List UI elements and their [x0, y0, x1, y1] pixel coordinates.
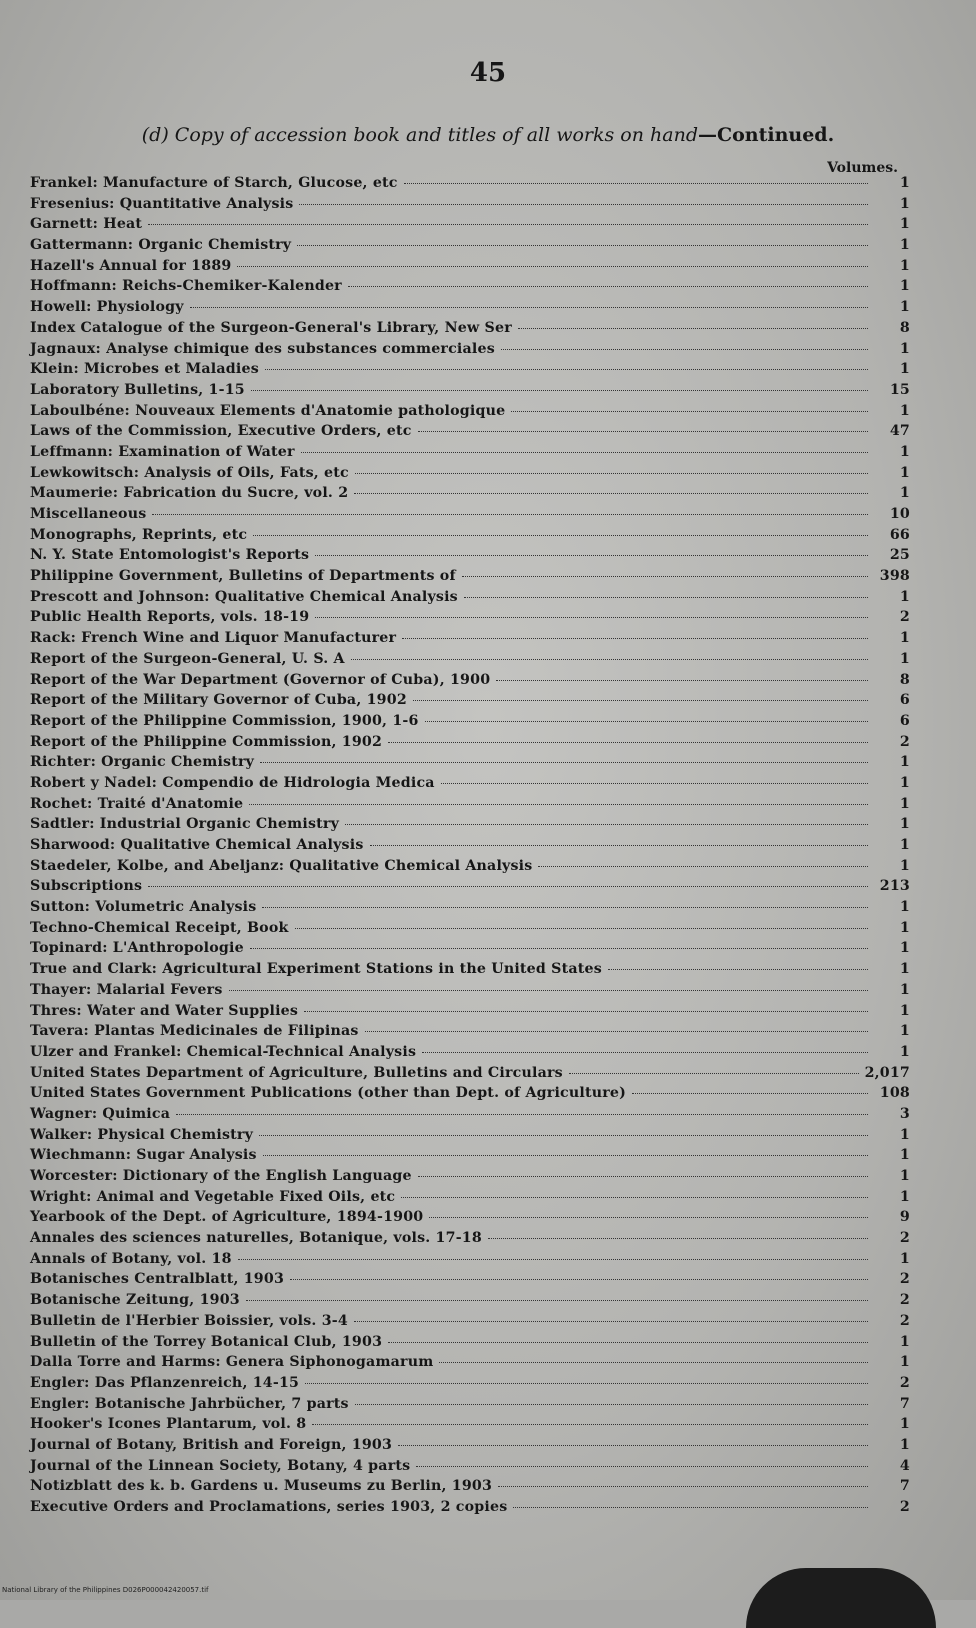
entry-volumes: 8	[899, 319, 910, 336]
list-item	[30, 1003, 910, 1024]
dot-leader	[496, 680, 868, 681]
entry-volumes: 66	[889, 526, 910, 543]
dot-leader	[354, 493, 868, 494]
dot-leader	[439, 1362, 868, 1363]
entry-title: Walker: Physical Chemistry	[30, 1126, 254, 1143]
entry-title: Frankel: Manufacture of Starch, Glucose, etc	[30, 175, 398, 191]
entry-title: Prescott and Johnson: Qualitative Chemical Analysis	[30, 588, 458, 605]
list-item	[30, 1085, 910, 1106]
entry-title: Thayer: Malarial Fevers	[30, 981, 223, 998]
entry-title: Journal of the Linnean Society, Botany, 4 parts	[30, 1457, 411, 1474]
entry-title: Jagnaux: Analyse chimique des substances commerciales	[30, 340, 495, 357]
entry-volumes: 6	[899, 712, 910, 729]
entry-volumes: 1	[899, 1436, 910, 1453]
list-item	[30, 485, 910, 506]
dot-leader	[488, 1238, 868, 1239]
entry-volumes: 2,017	[864, 1064, 910, 1081]
list-item	[30, 982, 910, 1003]
list-item	[30, 1375, 910, 1396]
entry-title: United States Department of Agriculture, Bulletins and Circulars	[30, 1064, 563, 1081]
dot-leader	[148, 886, 868, 887]
entry-volumes: 1	[899, 175, 910, 191]
dot-leader	[260, 762, 868, 763]
entry-volumes: 2	[899, 1374, 910, 1391]
list-item	[30, 1478, 910, 1499]
entry-volumes: 2	[899, 609, 910, 626]
dot-leader	[355, 473, 868, 474]
entry-volumes: 4	[899, 1457, 910, 1474]
dot-leader	[297, 245, 868, 246]
list-item	[30, 444, 910, 465]
entry-volumes: 9	[899, 1209, 910, 1226]
list-item	[30, 258, 910, 279]
entry-title: Sutton: Volumetric Analysis	[30, 899, 257, 916]
list-item	[30, 713, 910, 734]
dot-leader	[498, 1486, 868, 1487]
entry-title: Howell: Physiology	[30, 299, 184, 316]
entry-title: Report of the Philippine Commission, 1900, 1-6	[30, 712, 419, 729]
entry-volumes: 1	[899, 630, 910, 647]
entry-title: Robert y Nadel: Compendio de Hidrologia Medica	[30, 774, 435, 791]
entry-volumes: 2	[899, 1271, 910, 1288]
list-item	[30, 858, 910, 879]
list-item	[30, 1168, 910, 1189]
dot-leader	[429, 1217, 868, 1218]
entry-volumes: 1	[899, 1147, 910, 1164]
dot-leader	[237, 266, 868, 267]
entry-title: Ulzer and Frankel: Chemical-Technical Analysis	[30, 1043, 417, 1060]
dot-leader	[315, 617, 868, 618]
entry-title: Executive Orders and Proclamations, series 1903, 2 copies	[30, 1499, 508, 1515]
entry-volumes: 10	[889, 506, 910, 522]
list-item	[30, 465, 910, 486]
entry-volumes: 2	[899, 1312, 910, 1329]
entry-volumes: 1	[899, 1250, 910, 1267]
entry-volumes: 1	[899, 1043, 910, 1060]
entry-title: Maumerie: Fabrication du Sucre, vol. 2	[30, 485, 349, 502]
list-item	[30, 1416, 910, 1437]
entry-volumes: 1	[899, 1333, 910, 1350]
entry-volumes: 2	[899, 1292, 910, 1309]
dot-leader	[354, 1321, 868, 1322]
entry-title: Yearbook of the Dept. of Agriculture, 1894-1900	[30, 1209, 424, 1226]
list-item	[30, 837, 910, 858]
dot-leader	[402, 638, 868, 639]
scan-shadow	[746, 1568, 936, 1628]
entry-volumes: 1	[899, 774, 910, 791]
dot-leader	[253, 535, 868, 536]
dot-leader	[290, 1279, 868, 1280]
entry-title: Dalla Torre and Harms: Genera Siphonogamarum	[30, 1354, 434, 1371]
entry-volumes: 1	[899, 299, 910, 316]
entry-volumes: 1	[899, 1023, 910, 1040]
list-item	[30, 651, 910, 672]
entry-title: Laboratory Bulletins, 1-15	[30, 381, 245, 398]
entry-volumes: 1	[899, 1126, 910, 1143]
entry-title: Lewkowitsch: Analysis of Oils, Fats, etc	[30, 464, 349, 481]
list-item	[30, 1065, 910, 1086]
entry-title: Leffmann: Examination of Water	[30, 443, 295, 460]
list-item	[30, 1127, 910, 1148]
entry-volumes: 1	[899, 1002, 910, 1019]
dot-leader	[518, 328, 868, 329]
section-heading	[0, 124, 976, 146]
entry-title: Wright: Animal and Vegetable Fixed Oils, etc	[30, 1188, 396, 1205]
entry-title: Sharwood: Qualitative Chemical Analysis	[30, 837, 364, 853]
dot-leader	[351, 659, 868, 660]
entry-title: Monographs, Reprints, etc	[30, 526, 248, 543]
entry-title: Annales des sciences naturelles, Botanique, vols. 17-18	[30, 1230, 482, 1247]
dot-leader	[370, 845, 868, 846]
dot-leader	[425, 721, 868, 722]
volumes-column-header: Volumes.	[827, 160, 898, 176]
dot-leader	[190, 307, 868, 308]
list-item	[30, 1209, 910, 1230]
entry-volumes: 25	[889, 547, 910, 564]
entry-volumes: 108	[879, 1085, 910, 1102]
entry-title: Hoffmann: Reichs-Chemiker-Kalender	[30, 278, 342, 295]
entry-volumes: 1	[899, 340, 910, 357]
dot-leader	[345, 824, 868, 825]
dot-leader	[388, 742, 868, 743]
entry-title: Rochet: Traité d'Anatomie	[30, 795, 244, 812]
entry-title: Journal of Botany, British and Foreign, 1903	[30, 1436, 393, 1453]
dot-leader	[152, 514, 868, 515]
dot-leader	[304, 1011, 868, 1012]
entry-volumes: 15	[889, 381, 910, 398]
entry-title: Tavera: Plantas Medicinales de Filipinas	[30, 1023, 359, 1040]
dot-leader	[262, 907, 868, 908]
dot-leader	[229, 990, 868, 991]
dot-leader	[418, 431, 868, 432]
entry-volumes: 1	[899, 754, 910, 771]
dot-leader	[251, 390, 868, 391]
entry-volumes: 1	[899, 443, 910, 460]
dot-leader	[295, 928, 868, 929]
dot-leader	[404, 183, 868, 184]
dot-leader	[301, 452, 868, 453]
list-item	[30, 1251, 910, 1272]
entry-title: Rack: French Wine and Liquor Manufacturer	[30, 630, 397, 647]
entry-title: Worcester: Dictionary of the English Language	[30, 1168, 412, 1184]
dot-leader	[312, 1424, 868, 1425]
dot-leader	[632, 1093, 868, 1094]
entry-title: Hazell's Annual for 1889	[30, 257, 232, 274]
entry-volumes: 1	[899, 485, 910, 502]
entry-volumes: 1	[899, 464, 910, 481]
entry-volumes: 1	[899, 1416, 910, 1433]
footer-stamp: National Library of the Philippines D026P000042420057.tif	[2, 1586, 209, 1594]
entry-title: Annals of Botany, vol. 18	[30, 1250, 232, 1267]
entry-volumes: 1	[899, 237, 910, 254]
list-item	[30, 1396, 910, 1417]
entry-volumes: 1	[899, 837, 910, 853]
entry-title: Engler: Das Pflanzenreich, 14-15	[30, 1374, 300, 1391]
dot-leader	[315, 555, 868, 556]
entry-volumes: 1	[899, 899, 910, 916]
entry-volumes: 1	[899, 961, 910, 978]
list-item	[30, 1292, 910, 1313]
entry-volumes: 1	[899, 940, 910, 957]
entry-title: Topinard: L'Anthropologie	[30, 940, 244, 957]
list-item	[30, 1334, 910, 1355]
list-item	[30, 1189, 910, 1210]
dot-leader	[176, 1114, 868, 1115]
entry-volumes: 1	[899, 278, 910, 295]
dot-leader	[462, 576, 868, 577]
entry-title: Sadtler: Industrial Organic Chemistry	[30, 816, 340, 833]
dot-leader	[246, 1300, 868, 1301]
dot-leader	[401, 1197, 868, 1198]
list-item	[30, 878, 910, 899]
list-item	[30, 754, 910, 775]
list-item	[30, 1147, 910, 1168]
entry-title: Report of the Military Governor of Cuba, 1902	[30, 692, 407, 709]
entry-title: Engler: Botanische Jahrbücher, 7 parts	[30, 1395, 349, 1412]
entry-title: Thres: Water and Water Supplies	[30, 1002, 299, 1019]
entry-title: Philippine Government, Bulletins of Departments of	[30, 568, 456, 585]
list-item	[30, 816, 910, 837]
list-item	[30, 299, 910, 320]
list-item	[30, 920, 910, 941]
list-item	[30, 672, 910, 693]
entry-title: Laws of the Commission, Executive Orders, etc	[30, 423, 412, 440]
dot-leader	[238, 1259, 868, 1260]
entry-volumes: 1	[899, 1188, 910, 1205]
entry-title: Notizblatt des k. b. Gardens u. Museums zu Berlin, 1903	[30, 1478, 493, 1495]
dot-leader	[263, 1155, 868, 1156]
entry-title: Report of the Philippine Commission, 1902	[30, 733, 383, 750]
dot-leader	[249, 804, 868, 805]
entry-title: Report of the Surgeon-General, U. S. A	[30, 650, 345, 667]
entry-volumes: 1	[899, 795, 910, 812]
list-item	[30, 382, 910, 403]
entry-title: United States Government Publications (other than Dept. of Agriculture)	[30, 1085, 627, 1102]
entry-title: Richter: Organic Chemistry	[30, 754, 255, 771]
list-item	[30, 899, 910, 920]
list-item	[30, 527, 910, 548]
list-item	[30, 1044, 910, 1065]
entry-volumes: 1	[899, 361, 910, 378]
list-item	[30, 734, 910, 755]
heading-continued: —Continued.	[697, 124, 835, 146]
list-item	[30, 341, 910, 362]
list-item	[30, 796, 910, 817]
dot-leader	[416, 1466, 868, 1467]
entry-title: Wiechmann: Sugar Analysis	[30, 1147, 257, 1164]
entry-volumes: 1	[899, 257, 910, 274]
entry-volumes: 1	[899, 195, 910, 212]
dot-leader	[501, 349, 868, 350]
list-item	[30, 630, 910, 651]
entry-volumes: 1	[899, 816, 910, 833]
entry-title: Techno-Chemical Receipt, Book	[30, 919, 289, 936]
list-item	[30, 589, 910, 610]
list-item	[30, 175, 910, 196]
list-item	[30, 506, 910, 527]
dot-leader	[148, 224, 868, 225]
entry-title: Botanische Zeitung, 1903	[30, 1292, 240, 1309]
entry-volumes: 1	[899, 1168, 910, 1184]
dot-leader	[511, 411, 868, 412]
entry-title: N. Y. State Entomologist's Reports	[30, 547, 310, 564]
list-item	[30, 775, 910, 796]
list-item	[30, 278, 910, 299]
dot-leader	[355, 1404, 868, 1405]
heading-italic: (d) Copy of accession book and titles of all works on hand	[141, 124, 698, 146]
dot-leader	[265, 369, 868, 370]
entry-volumes: 1	[899, 857, 910, 874]
entry-volumes: 1	[899, 216, 910, 233]
entry-title: Klein: Microbes et Maladies	[30, 361, 259, 378]
entry-title: Hooker's Icones Plantarum, vol. 8	[30, 1416, 307, 1433]
entry-volumes: 1	[899, 402, 910, 419]
dot-leader	[538, 866, 868, 867]
list-item	[30, 692, 910, 713]
entry-title: Wagner: Quimica	[30, 1105, 171, 1122]
entry-title: Botanisches Centralblatt, 1903	[30, 1271, 285, 1288]
entry-title: Report of the War Department (Governor of Cuba), 1900	[30, 671, 491, 688]
list-item	[30, 237, 910, 258]
entry-volumes: 8	[899, 671, 910, 688]
list-item	[30, 403, 910, 424]
entry-title: Staedeler, Kolbe, and Abeljanz: Qualitative Chemical Analysis	[30, 857, 533, 874]
dot-leader	[365, 1031, 868, 1032]
entry-title: Garnett: Heat	[30, 216, 143, 233]
entry-title: Gattermann: Organic Chemistry	[30, 237, 292, 254]
list-item	[30, 1106, 910, 1127]
list-item	[30, 1354, 910, 1375]
list-item	[30, 547, 910, 568]
entry-volumes: 2	[899, 1230, 910, 1247]
entry-volumes: 6	[899, 692, 910, 709]
entry-volumes: 2	[899, 1499, 910, 1515]
entry-title: Index Catalogue of the Surgeon-General's Library, New Ser	[30, 319, 512, 336]
list-item	[30, 1499, 910, 1520]
list-item	[30, 1458, 910, 1479]
entry-volumes: 213	[879, 878, 910, 895]
dot-leader	[608, 969, 868, 970]
entry-volumes: 3	[899, 1105, 910, 1122]
dot-leader	[299, 204, 868, 205]
list-item	[30, 423, 910, 444]
entry-volumes: 1	[899, 1354, 910, 1371]
page-number: 45	[469, 58, 507, 88]
entry-volumes: 1	[899, 919, 910, 936]
list-item	[30, 1313, 910, 1334]
entry-title: Subscriptions	[30, 878, 143, 895]
entry-title: Bulletin of the Torrey Botanical Club, 1903	[30, 1333, 383, 1350]
dot-leader	[250, 948, 868, 949]
list-item	[30, 568, 910, 589]
list-item	[30, 320, 910, 341]
entry-volumes: 7	[899, 1395, 910, 1412]
dot-leader	[513, 1507, 868, 1508]
list-item	[30, 1437, 910, 1458]
entry-volumes: 47	[889, 423, 910, 440]
entry-volumes: 1	[899, 981, 910, 998]
list-item	[30, 1023, 910, 1044]
entry-title: Laboulbéne: Nouveaux Elements d'Anatomie pathologique	[30, 402, 506, 419]
list-item	[30, 940, 910, 961]
dot-leader	[422, 1052, 868, 1053]
entry-volumes: 7	[899, 1478, 910, 1495]
accession-list	[30, 175, 910, 1520]
entry-title: Bulletin de l'Herbier Boissier, vols. 3-4	[30, 1312, 348, 1329]
dot-leader	[388, 1342, 868, 1343]
dot-leader	[569, 1073, 859, 1074]
list-item	[30, 1230, 910, 1251]
dot-leader	[441, 783, 868, 784]
entry-title: True and Clark: Agricultural Experiment Stations in the United States	[30, 961, 602, 978]
dot-leader	[348, 286, 868, 287]
dot-leader	[259, 1135, 868, 1136]
entry-title: Fresenius: Quantitative Analysis	[30, 195, 294, 212]
entry-volumes: 2	[899, 733, 910, 750]
list-item	[30, 196, 910, 217]
dot-leader	[464, 597, 868, 598]
dot-leader	[413, 700, 868, 701]
dot-leader	[418, 1176, 868, 1177]
dot-leader	[305, 1383, 868, 1384]
list-item	[30, 961, 910, 982]
entry-title: Public Health Reports, vols. 18-19	[30, 609, 310, 626]
list-item	[30, 216, 910, 237]
entry-volumes: 1	[899, 588, 910, 605]
entry-title: Miscellaneous	[30, 506, 147, 522]
entry-volumes: 398	[879, 568, 910, 585]
list-item	[30, 361, 910, 382]
list-item	[30, 1271, 910, 1292]
entry-volumes: 1	[899, 650, 910, 667]
dot-leader	[398, 1445, 868, 1446]
list-item	[30, 609, 910, 630]
